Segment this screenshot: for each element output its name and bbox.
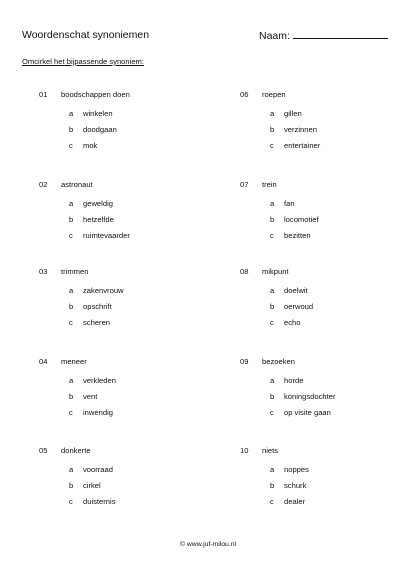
option-letter: a: [69, 286, 74, 295]
option-letter: a: [69, 465, 74, 474]
option-text: inwendig: [83, 408, 113, 417]
question-number: 08: [240, 267, 249, 276]
option-letter: b: [69, 392, 74, 401]
option-letter: b: [270, 392, 275, 401]
answer-option[interactable]: [69, 481, 101, 490]
option-letter: c: [69, 408, 73, 417]
option-letter: c: [270, 408, 274, 417]
option-letter: b: [270, 215, 275, 224]
option-letter: a: [270, 376, 275, 385]
option-letter: b: [69, 302, 74, 311]
option-letter: a: [69, 109, 74, 118]
question-word: astronaut: [61, 180, 93, 189]
answer-option[interactable]: [270, 481, 306, 490]
option-letter: c: [270, 141, 274, 150]
answer-option[interactable]: [270, 302, 313, 311]
option-text: dealer: [284, 497, 306, 506]
option-text: schurk: [284, 481, 307, 490]
option-letter: c: [270, 231, 274, 240]
option-letter: b: [270, 481, 275, 490]
option-text: geweldig: [83, 199, 113, 208]
question-number: 06: [240, 90, 249, 99]
question-word: trimmen: [61, 267, 89, 276]
option-letter: b: [69, 481, 74, 490]
option-text: cirkel: [83, 481, 101, 490]
answer-option[interactable]: [270, 109, 302, 118]
question-word: donkerte: [61, 446, 91, 455]
answer-option[interactable]: [270, 141, 320, 150]
option-text: vent: [83, 392, 98, 401]
question-number: 07: [240, 180, 249, 189]
answer-option[interactable]: [270, 215, 319, 224]
option-text: gillen: [284, 109, 302, 118]
answer-option[interactable]: [69, 408, 113, 417]
answer-option[interactable]: [270, 376, 303, 385]
option-letter: a: [69, 376, 74, 385]
option-text: oerwoud: [284, 302, 314, 311]
answer-option[interactable]: [270, 231, 311, 240]
option-text: op visite gaan: [284, 408, 331, 417]
question-number: 10: [240, 446, 249, 455]
option-letter: a: [270, 109, 275, 118]
question-number: 05: [39, 446, 48, 455]
option-letter: c: [69, 141, 73, 150]
option-letter: c: [69, 497, 73, 506]
option-text: duisternis: [83, 497, 116, 506]
footer-credit: © www.juf-milou.nl: [180, 541, 236, 548]
answer-option[interactable]: [270, 286, 308, 295]
option-text: hetzelfde: [83, 215, 114, 224]
answer-option[interactable]: [69, 125, 117, 134]
option-text: horde: [284, 376, 304, 385]
question-number: 03: [39, 267, 48, 276]
option-text: zakenvrouw: [83, 286, 124, 295]
option-text: verzinnen: [284, 125, 317, 134]
answer-option[interactable]: [69, 392, 97, 401]
question-word: roepen: [262, 90, 286, 99]
instruction: Omcirkel het bijpassende synoniem:: [22, 57, 144, 66]
option-text: echo: [284, 318, 301, 327]
answer-option[interactable]: [69, 286, 124, 295]
option-text: mok: [83, 141, 98, 150]
option-text: doodgaan: [83, 125, 117, 134]
option-text: entertainer: [284, 141, 321, 150]
answer-option[interactable]: [270, 497, 305, 506]
option-text: opschrift: [83, 302, 112, 311]
option-letter: b: [270, 125, 275, 134]
answer-option[interactable]: [270, 199, 295, 208]
answer-option[interactable]: [69, 199, 113, 208]
answer-option[interactable]: [69, 376, 116, 385]
question-word: bezoeken: [262, 357, 295, 366]
worksheet-title: Woordenschat synoniemen: [22, 29, 150, 41]
option-text: voorraad: [83, 465, 113, 474]
answer-option[interactable]: [69, 497, 116, 506]
option-letter: a: [270, 465, 275, 474]
answer-option[interactable]: [69, 231, 130, 240]
question-word: trein: [262, 180, 277, 189]
answer-option[interactable]: [270, 465, 309, 474]
answer-option[interactable]: [69, 109, 113, 118]
option-text: scheren: [83, 318, 111, 327]
option-text: ruimtevaarder: [83, 231, 130, 240]
option-text: bezitten: [284, 231, 311, 240]
option-text: fan: [284, 199, 295, 208]
answer-option[interactable]: [270, 318, 300, 327]
question-word: mikpunt: [262, 267, 289, 276]
question-number: 02: [39, 180, 48, 189]
option-letter: a: [69, 199, 74, 208]
option-letter: b: [69, 125, 74, 134]
option-text: locomotief: [284, 215, 319, 224]
answer-option[interactable]: [270, 392, 336, 401]
option-text: doelwit: [284, 286, 308, 295]
question-number: 01: [39, 90, 48, 99]
option-text: noppes: [284, 465, 309, 474]
option-letter: a: [270, 199, 275, 208]
question-word: meneer: [61, 357, 87, 366]
answer-option[interactable]: [69, 302, 112, 311]
option-text: verkleden: [83, 376, 116, 385]
option-letter: b: [69, 215, 74, 224]
answer-option[interactable]: [270, 408, 331, 417]
option-letter: b: [270, 302, 275, 311]
option-text: koningsdochter: [284, 392, 336, 401]
answer-option[interactable]: [69, 141, 97, 150]
question-number: 04: [39, 357, 48, 366]
answer-option[interactable]: [270, 125, 317, 134]
answer-option[interactable]: [69, 465, 113, 474]
name-label: Naam:: [259, 30, 290, 42]
name-line[interactable]: [293, 29, 388, 39]
question-number: 09: [240, 357, 249, 366]
answer-option[interactable]: [69, 215, 114, 224]
question-word: niets: [262, 446, 279, 455]
option-letter: c: [69, 318, 73, 327]
answer-option[interactable]: [69, 318, 110, 327]
option-letter: c: [69, 231, 73, 240]
option-letter: c: [270, 497, 274, 506]
question-word: boodschappen doen: [61, 90, 130, 99]
name-field: [259, 29, 388, 42]
option-text: winkelen: [83, 109, 113, 118]
option-letter: c: [270, 318, 274, 327]
option-letter: a: [270, 286, 275, 295]
